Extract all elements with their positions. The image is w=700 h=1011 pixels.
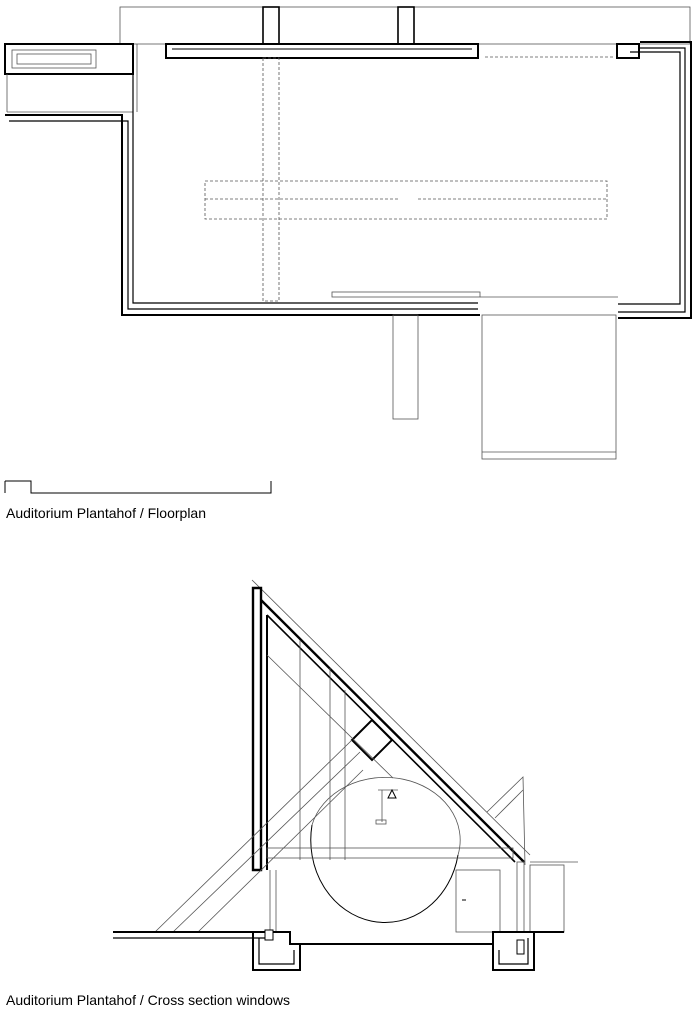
section-window-mullions (267, 640, 393, 860)
section-roof (252, 580, 530, 870)
section-door (456, 870, 500, 932)
section-lamp (376, 790, 398, 824)
section-diagonal-beam (155, 740, 363, 932)
section-canopy (487, 777, 525, 865)
floorplan-caption: Auditorium Plantahof / Floorplan (6, 505, 206, 521)
section-caption: Auditorium Plantahof / Cross section windows (6, 992, 291, 1008)
section-tie-beam (267, 848, 513, 858)
section-floor (113, 930, 564, 970)
